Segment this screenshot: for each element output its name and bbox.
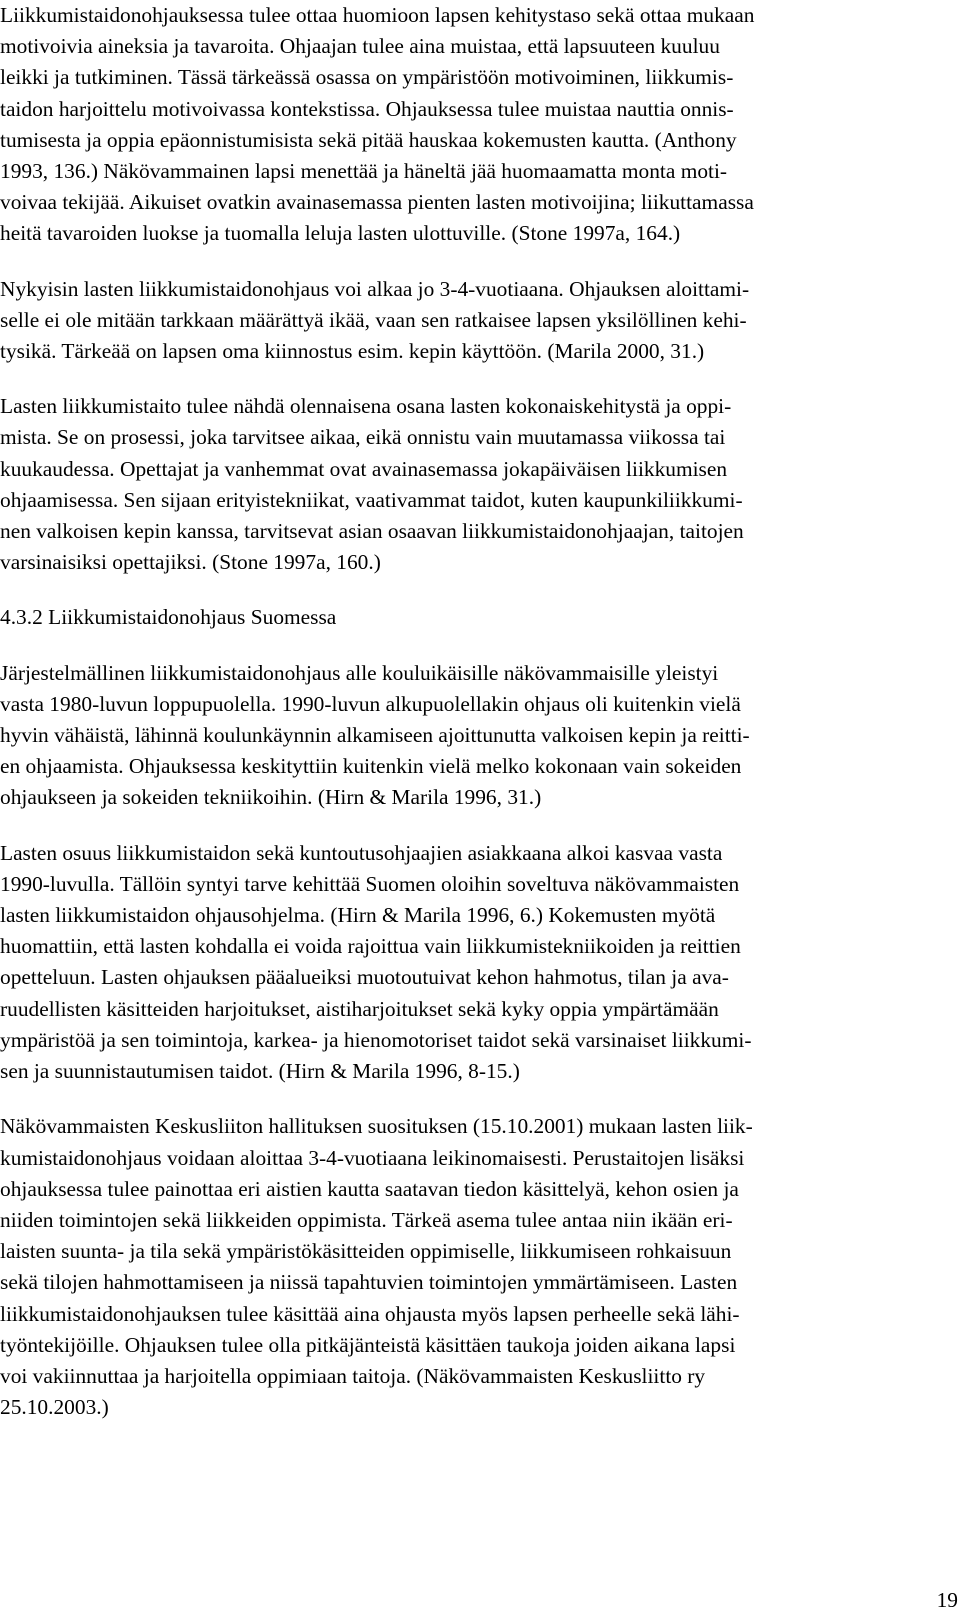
paragraph-finland-history: Järjestelmällinen liikkumistaidonohjaus alle kouluikäisille näkövammaisille yleistyi vasta 1980-luvun loppupuolella. 1990-luvun alkupuolellakin ohjaus oli kuitenkin vielä hyvin vähäistä, lähinnä koulunkäynnin alkamiseen ajoittunutta valkoisen kepin ja reitti- en ohjaamista. Ohjauksessa keskityttiin kuitenkin vielä melko kokonaan vain sokeiden ohjaukseen ja sokeiden tekniikoihin. (Hirn & Marila 1996, 31.) <box>0 660 750 810</box>
paragraph-recommendation: Näkövammaisten Keskusliiton hallituksen suosituksen (15.10.2001) mukaan lasten liik- kumistaidonohjaus voidaan aloittaa 3-4-vuotiaana leikinomaisesti. Perustaitojen lisäksi ohjauksessa tulee painottaa eri aistien kautta saatavan tiedon käsittelyä, kehon osien ja niiden toimintojen sekä liikkeiden oppimista. Tärkeä asema tulee antaa niin ikään eri- laisten suunta- ja tila sekä ympäristökäsitteiden oppimiselle, liikkumiseen rohkaisuun sekä tilojen hahmottamiseen ja niissä tapahtuvien toimintojen ymmärtämiseen. Lasten liikkumistaidonohjauksen tulee käsittää aina ohjausta myös lapsen perheelle sekä lähi- työntekijöille. Ohjauksen tulee olla pitkäjänteistä käsittäen taukoja joiden aikana lapsi voi vakiinnuttaa ja harjoitella oppimiaan taitoja. (Näkövammaisten Keskusliitto ry 25.10.2003.) <box>0 1114 753 1420</box>
page-number: 19 <box>936 1588 958 1612</box>
paragraph-development: Lasten liikkumistaito tulee nähdä olennaisena osana lasten kokonaiskehitystä ja oppi- mista. Se on prosessi, joka tarvitsee aikaa, eikä onnistu vain muutamassa viikossa tai kuukaudessa. Opettajat ja vanhemmat ovat avainasemassa jokapäiväisen liikkumisen ohjaamisessa. Sen sijaan erityistekniikat, vaativammat taidot, kuten kaupunkiliikkumi- nen valkoisen kepin kanssa, tarvitsevat asian osaavan liikkumistaidonohjaajan, taitojen varsinaisiksi opettajiksi. (Stone 1997a, 160.) <box>0 394 744 575</box>
paragraph-children-share: Lasten osuus liikkumistaidon sekä kuntoutusohjaajien asiakkaana alkoi kasvaa vasta 1990-luvulla. Tällöin syntyi tarve kehittää Suomen oloihin soveltuva näkövammaisten lasten liikkumistaidon ohjausohjelma. (Hirn & Marila 1996, 6.) Kokemusten myötä huomattiin, että lasten kohdalla ei voida rajoittua vain liikkumistekniikoiden ja reittien opetteluun. Lasten ohjauksen pääalueiksi muotoutuivat kehon hahmotus, tilan ja ava- ruudellisten käsitteiden harjoitukset, aistiharjoitukset sekä kyky oppia ympärtämään ympäristöä ja sen toimintoja, karkea- ja hienomotoriset taidot sekä varsinaiset liikkumi- sen ja suunnistautumisen taidot. (Hirn & Marila 1996, 8-15.) <box>0 840 752 1084</box>
section-heading: 4.3.2 Liikkumistaidonohjaus Suomessa <box>0 605 337 630</box>
paragraph-starting-age: Nykyisin lasten liikkumistaidonohjaus voi alkaa jo 3-4-vuotiaana. Ohjauksen aloittami- selle ei ole mitään tarkkaan määrättyä ikää, vaan sen ratkaisee lapsen yksilöllinen kehi- tysikä. Tärkeää on lapsen oma kiinnostus esim. kepin käyttöön. (Marila 2000, 31.) <box>0 276 750 364</box>
paragraph-motivation: Liikkumistaidonohjauksessa tulee ottaa huomioon lapsen kehitystaso sekä ottaa mukaan motivoivia aineksia ja tavaroita. Ohjaajan tulee aina muistaa, että lapsuuteen kuuluu leikki ja tutkiminen. Tässä tärkeässä osassa on ympäristöön motivoiminen, liikkumis- taidon harjoittelu motivoivassa kontekstissa. Ohjauksessa tulee muistaa nauttia onnis- tumisesta ja oppia epäonnistumisista sekä pitää hauskaa kokemusten kautta. (Anthony 1993, 136.) Näkövammainen lapsi menettää ja häneltä jää huomaamatta monta moti- voivaa tekijää. Aikuiset ovatkin avainasemassa pienten lasten motivoijina; liikuttamassa heitä tavaroiden luokse ja tuomalla leluja lasten ulottuville. (Stone 1997a, 164.) <box>0 3 755 246</box>
